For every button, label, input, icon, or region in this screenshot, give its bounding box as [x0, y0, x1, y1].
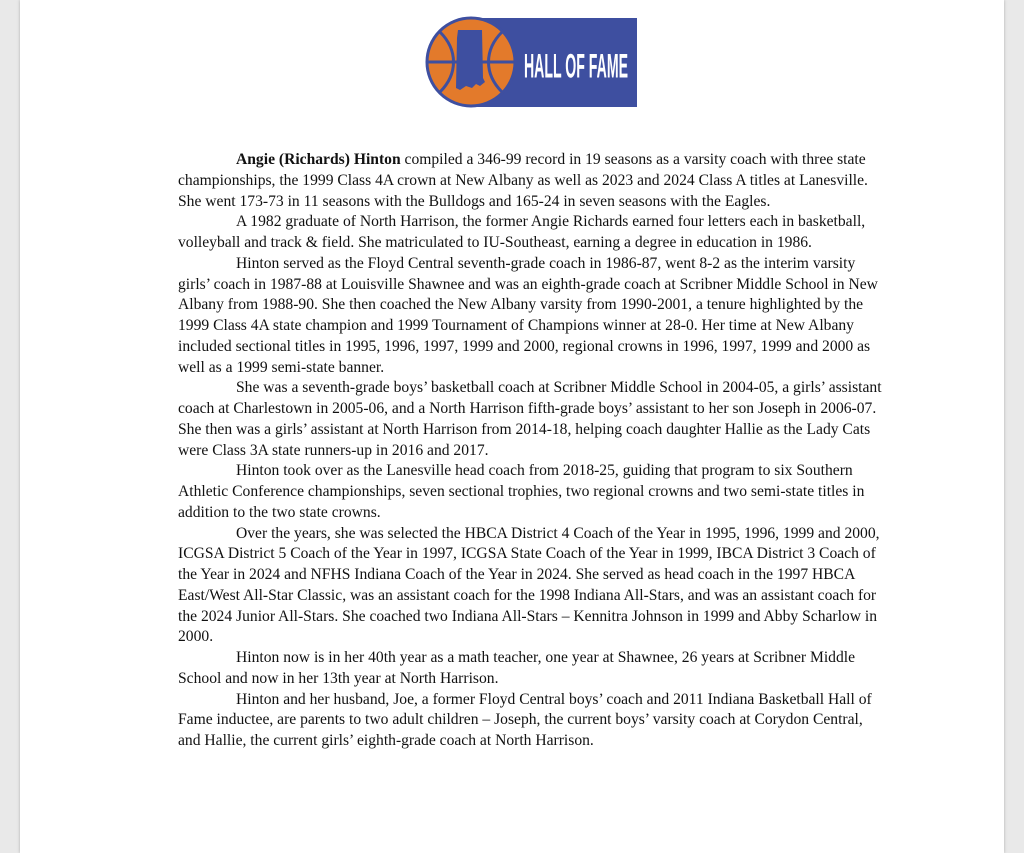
paragraph-7: Hinton now is in her 40th year as a math teacher, one year at Shawnee, 26 years at Scribner Middle School and now in her 13th year at North Harrison. [178, 649, 856, 687]
inductee-name: Angie (Richards) Hinton [236, 151, 401, 168]
paragraph-5: Hinton took over as the Lanesville head coach from 2018-25, guiding that program to six Southern Athletic Conference championships, seven sectional trophies, two regional crowns and two semi-state titles in addition to the two state crowns. [178, 462, 865, 521]
paragraph-1 [178, 150, 888, 212]
document-page [20, 0, 1004, 853]
paragraph-2: A 1982 graduate of North Harrison, the former Angie Richards earned four letters each in basketball, volleyball and track & field. She matriculated to IU-Southeast, earning a degree in education in 1986. [178, 213, 866, 251]
indiana-state-icon [456, 30, 485, 90]
biography-article [178, 150, 888, 752]
hall-of-fame-text: HALL OF FAME [524, 48, 628, 86]
paragraph-4: She was a seventh-grade boys’ basketball coach at Scribner Middle School in 2004-05, a girls’ assistant coach at Charlestown in 2005-06, and a North Harrison fifth-grade boys’ assistant to her son Joseph in 2006-07. She then was a girls’ assistant at North Harrison from 2014-18, helping coach daughter Hallie as the Lady Cats were Class 3A state runners-up in 2016 and 2017. [178, 379, 882, 459]
paragraph-6: Over the years, she was selected the HBCA District 4 Coach of the Year in 1995, 1996, 1999 and 2000, ICGSA District 5 Coach of the Year in 1997, ICGSA State Coach of the Year in 1999, IBCA District 3 Coach of the Year in 2024 and NFHS Indiana Coach of the Year in 2024. She served as head coach in the 1997 HBCA East/West All-Star Classic, was an assistant coach for the 1998 Indiana All-Stars, and was an assistant coach for the 2024 Junior All-Stars. She coached two Indiana All-Stars – Kennitra Johnson in 1999 and Abby Scharlow in 2000. [178, 524, 880, 646]
hall-of-fame-logo [426, 16, 637, 109]
paragraph-1-text: compiled a 346-99 record in 19 seasons as a varsity coach with three state championships, the 1999 Class 4A crown at New Albany as well as 2023 and 2024 Class A titles at Lanesville. She went 173-73 in 11 seasons with the Bulldogs and 165-24 in seven seasons with the Eagles. [178, 151, 868, 210]
paragraph-3: Hinton served as the Floyd Central seventh-grade coach in 1986-87, went 8-2 as the interim varsity girls’ coach in 1987-88 at Louisville Shawnee and was an eighth-grade coach at Scribner Middle School in New Albany from 1988-90. She then coached the New Albany varsity from 1990-2001, a tenure highlighted by the 1999 Class 4A state champion and 1999 Tournament of Champions winner at 28-0. Her time at New Albany included sectional titles in 1995, 1996, 1997, 1999 and 2000, regional crowns in 1996, 1997, 1999 and 2000 as well as a 1999 semi-state banner. [178, 254, 878, 376]
paragraph-8: Hinton and her husband, Joe, a former Floyd Central boys’ coach and 2011 Indiana Basketball Hall of Fame inductee, are parents to two adult children – Joseph, the current boys’ varsity coach at Corydon Central, and Hallie, the current girls’ eighth-grade coach at North Harrison. [178, 690, 872, 749]
